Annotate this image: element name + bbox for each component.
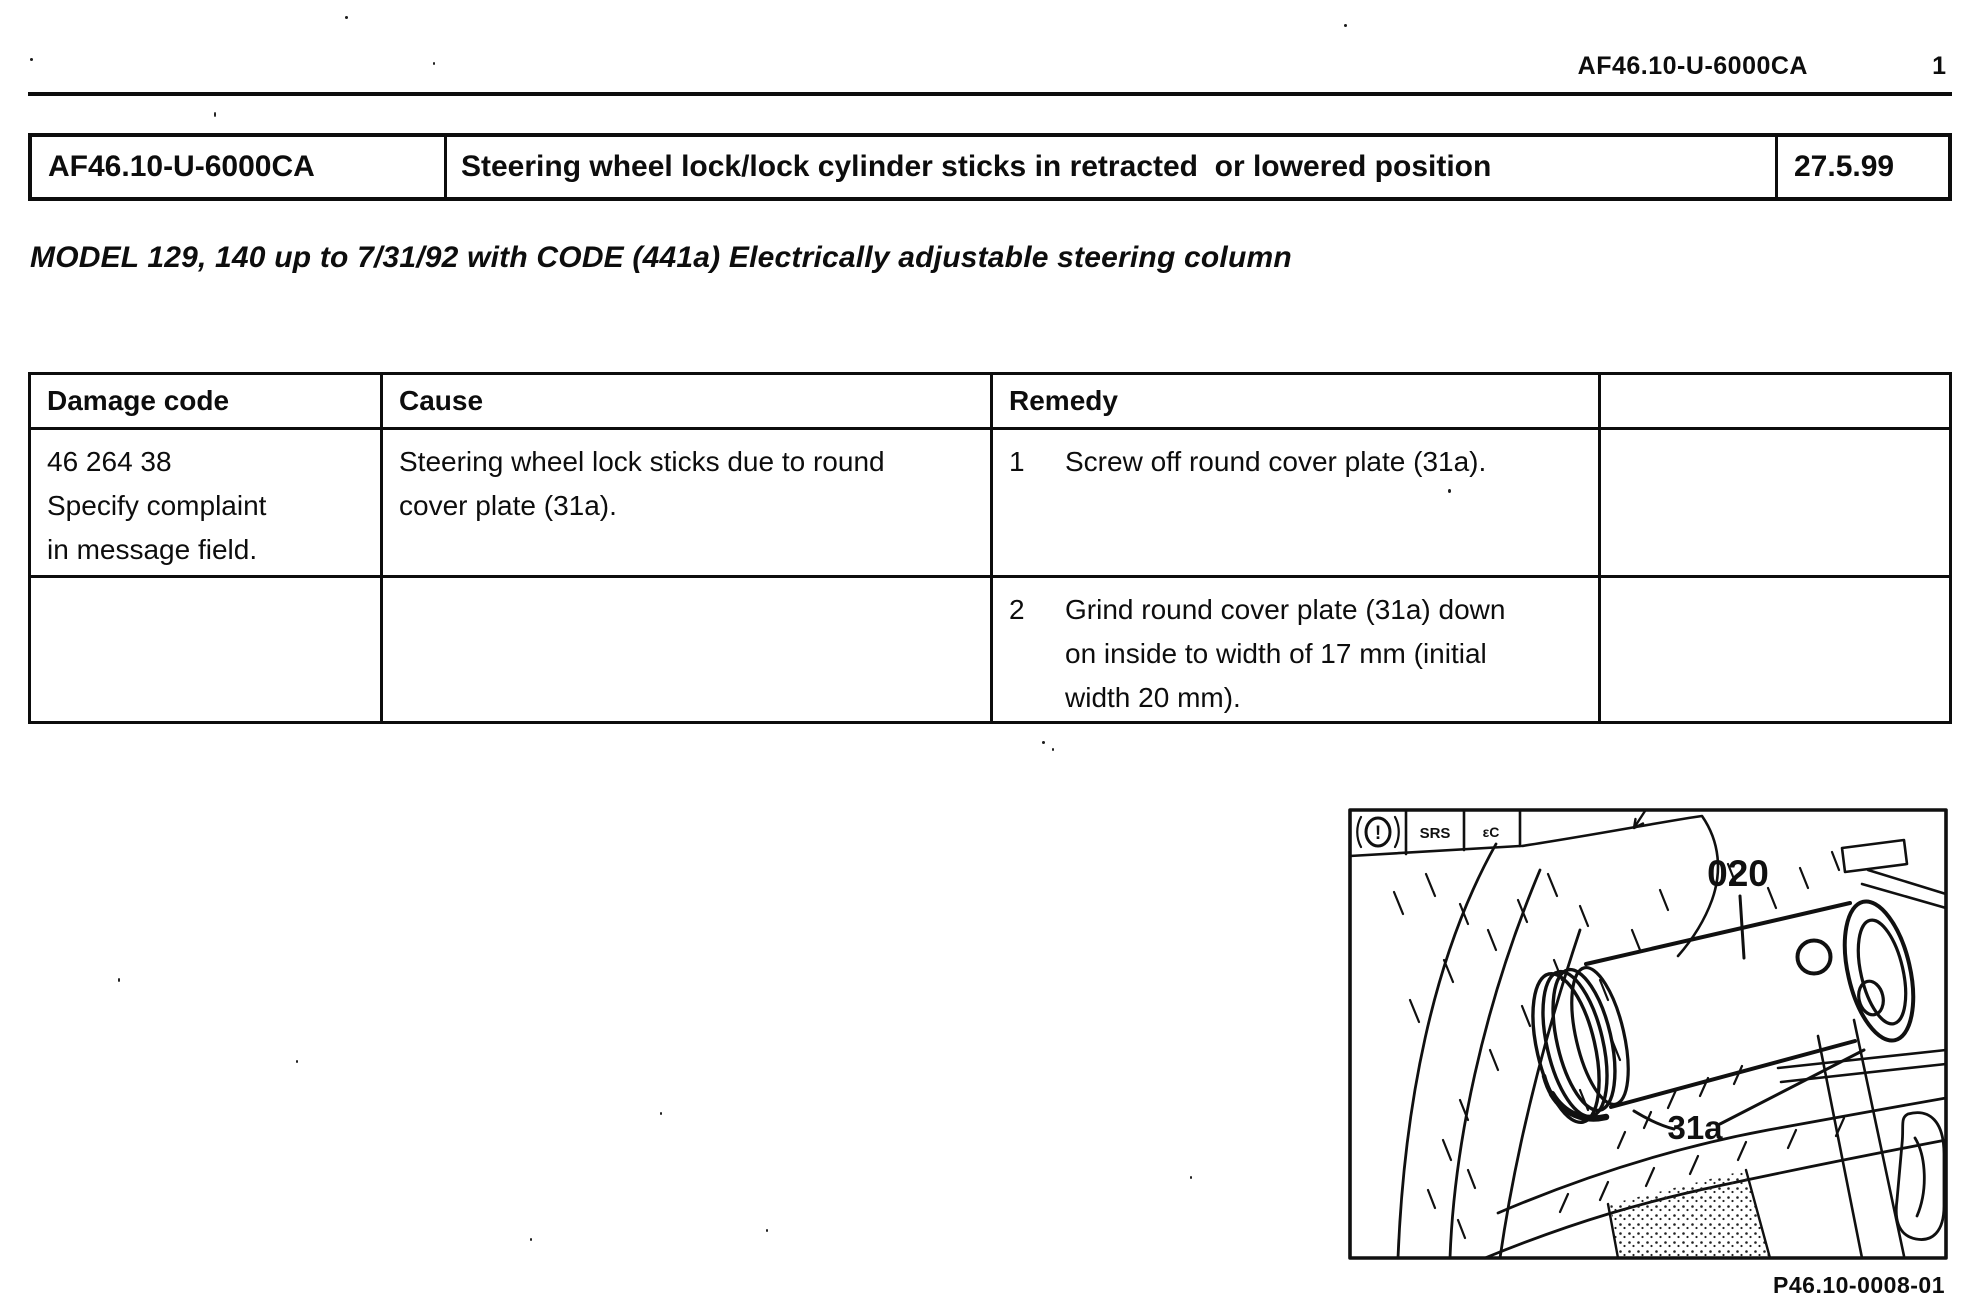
empty-cell bbox=[1601, 578, 1949, 721]
remedy-line: width 20 mm). bbox=[1065, 682, 1241, 713]
scan-speck bbox=[1448, 489, 1451, 493]
title-bar-code: AF46.10-U-6000CA bbox=[32, 137, 447, 197]
vent-shape bbox=[1896, 1113, 1944, 1240]
cause-line: Steering wheel lock sticks due to round bbox=[399, 446, 885, 477]
remedy-step-number: 2 bbox=[1009, 594, 1025, 625]
empty-cell bbox=[1601, 430, 1949, 578]
scan-speck bbox=[296, 1060, 298, 1063]
damage-code-cell-empty bbox=[31, 578, 383, 721]
header-page-number: 1 bbox=[1932, 52, 1946, 80]
scan-speck bbox=[214, 112, 216, 117]
scan-speck bbox=[118, 978, 120, 982]
col-header-remedy: Remedy bbox=[993, 375, 1601, 430]
title-bar bbox=[28, 133, 1952, 201]
cause-cell-empty bbox=[383, 578, 993, 721]
dashboard-contours bbox=[1398, 844, 1580, 1258]
remedy-line: Grind round cover plate (31a) down bbox=[1065, 594, 1506, 625]
hatch-strokes-upper bbox=[1394, 852, 1839, 1238]
brake-warning-icon bbox=[1357, 817, 1399, 847]
scan-speck bbox=[766, 1229, 768, 1232]
steering-lock-illustration bbox=[1348, 808, 1948, 1260]
scan-speck bbox=[345, 16, 348, 19]
scan-speck bbox=[1052, 748, 1054, 751]
damage-code-line: in message field. bbox=[47, 534, 258, 565]
leader-020 bbox=[1740, 896, 1744, 958]
damage-code-line: Specify complaint bbox=[47, 490, 267, 521]
scan-speck bbox=[1042, 741, 1045, 744]
stipple-patch bbox=[1610, 1170, 1770, 1258]
dashboard-hood-curve bbox=[1522, 816, 1718, 956]
header-rule bbox=[28, 92, 1952, 96]
cluster-third-indicator-label: εC bbox=[1482, 824, 1500, 840]
scan-speck bbox=[30, 58, 33, 61]
leader-31a-right bbox=[1720, 1050, 1864, 1124]
model-line: MODEL 129, 140 up to 7/31/92 with CODE (441a) Electrically adjustable steering column bbox=[30, 241, 1292, 274]
cause-cell bbox=[383, 430, 993, 578]
part-label-020: 020 bbox=[1707, 853, 1769, 894]
remedy-line: on inside to width of 17 mm (initial bbox=[1065, 638, 1487, 669]
header-doc-code: AF46.10-U-6000CA bbox=[1577, 52, 1808, 80]
remedy-cell-2 bbox=[993, 578, 1601, 721]
damage-code-line: 46 264 38 bbox=[47, 446, 172, 477]
scan-speck bbox=[530, 1238, 532, 1241]
figure-box bbox=[1348, 808, 1948, 1260]
col-header-damage-code: Damage code bbox=[31, 375, 383, 430]
cause-line: cover plate (31a). bbox=[399, 490, 617, 521]
scan-speck bbox=[660, 1112, 662, 1115]
title-bar-date: 27.5.99 bbox=[1794, 150, 1895, 183]
srs-indicator-label: SRS bbox=[1419, 825, 1451, 842]
scan-speck bbox=[1344, 24, 1347, 27]
damage-table bbox=[28, 372, 1952, 724]
remedy-step-number: 1 bbox=[1009, 446, 1025, 477]
col-header-cause: Cause bbox=[383, 375, 993, 430]
damage-code-cell bbox=[31, 430, 383, 578]
svg-text:!: ! bbox=[1374, 823, 1382, 844]
col-header-empty bbox=[1601, 375, 1949, 430]
remedy-cell-1 bbox=[993, 430, 1601, 578]
figure-caption: P46.10-0008-01 bbox=[1773, 1272, 1945, 1298]
scan-speck bbox=[1190, 1176, 1192, 1179]
part-label-31a: 31a bbox=[1667, 1109, 1723, 1146]
title-bar-title: Steering wheel lock/lock cylinder sticks in retracted or lowered position bbox=[447, 137, 1778, 197]
scan-speck bbox=[433, 62, 435, 65]
remedy-line: Screw off round cover plate (31a). bbox=[1065, 446, 1487, 477]
